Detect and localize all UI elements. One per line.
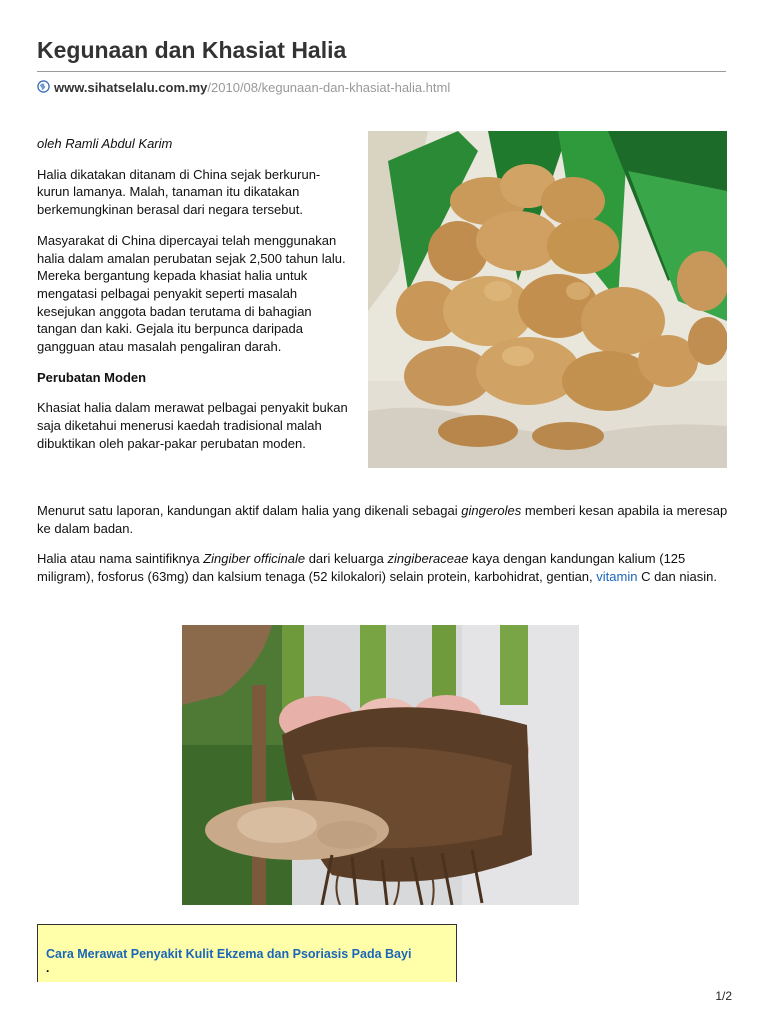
title-divider — [37, 71, 726, 72]
paragraph-gingeroles — [37, 502, 731, 537]
paragraph-nutrition — [37, 550, 731, 585]
family-name: zingiberaceae — [387, 551, 469, 567]
article-body-full — [37, 502, 731, 599]
scientific-name: Zingiber officinale — [203, 551, 306, 567]
author-byline: oleh Ramli Abdul Karim — [37, 136, 173, 151]
nutrition-text-3: kaya dengan kandungan kalium (125 miligram), fosforus (63mg) dan kalsium tenaga (52 kilokalori) selain protein, karbohidrat, gentian, — [37, 551, 686, 585]
article-intro-column — [37, 135, 349, 466]
page-title: Kegunaan dan Khasiat Halia — [37, 37, 347, 63]
paragraph-origin: Halia dikatakan ditanam di China sejak berkurun-kurun lamanya. Malah, tanaman itu dikatakan berkemungkinan berasal dari negara tersebut. — [37, 166, 321, 218]
source-url[interactable] — [37, 79, 450, 97]
report-text-start: Menurut satu laporan, kandungan aktif dalam halia yang dikenali sebagai — [37, 503, 462, 518]
page-number: 1/2 — [715, 989, 732, 1003]
report-text-end: memberi kesan apabila ia meresap ke dalam badan. — [37, 503, 728, 536]
related-article-trailing: . — [46, 961, 50, 975]
paragraph-modern: Khasiat halia dalam merawat pelbagai penyakit bukan saja diketahui menerusi kaedah tradisional malah dibuktikan oleh pakar-pakar perubatan moden. — [37, 400, 348, 451]
ginger-plant-photo — [182, 625, 579, 905]
nutrition-text-4: C dan niasin. — [637, 569, 717, 585]
related-article-box — [37, 924, 457, 982]
nutrition-text-1: Halia atau nama saintifiknya — [37, 551, 204, 567]
term-gingeroles: gingeroles — [461, 503, 522, 518]
vitamin-link[interactable]: vitamin — [596, 569, 638, 585]
nutrition-text-2: dari keluarga — [305, 551, 388, 567]
source-path[interactable]: /2010/08/kegunaan-dan-khasiat-halia.html — [207, 80, 451, 95]
paragraph-history: Masyarakat di China dipercayai telah menggunakan halia dalam amalan perubatan sejak 2,500 tahun lalu. Mereka bergantung kepada khasiat halia untuk mengatasi pelbagai penyakit seperti masalah kesejukan anggota badan terutama di bahagian tangan dan kaki. Gejala itu berpunca daripada gangguan atau masalah pengaliran darah. — [37, 232, 346, 355]
related-article-link[interactable]: Cara Merawat Penyakit Kulit Ekzema dan Psoriasis Pada Bayi — [46, 947, 412, 961]
source-domain[interactable]: www.sihatselalu.com.my — [54, 80, 208, 95]
ginger-rhizome-photo — [368, 131, 727, 468]
subheading-modern-medicine: Perubatan Moden — [37, 369, 147, 385]
globe-icon — [37, 80, 50, 93]
